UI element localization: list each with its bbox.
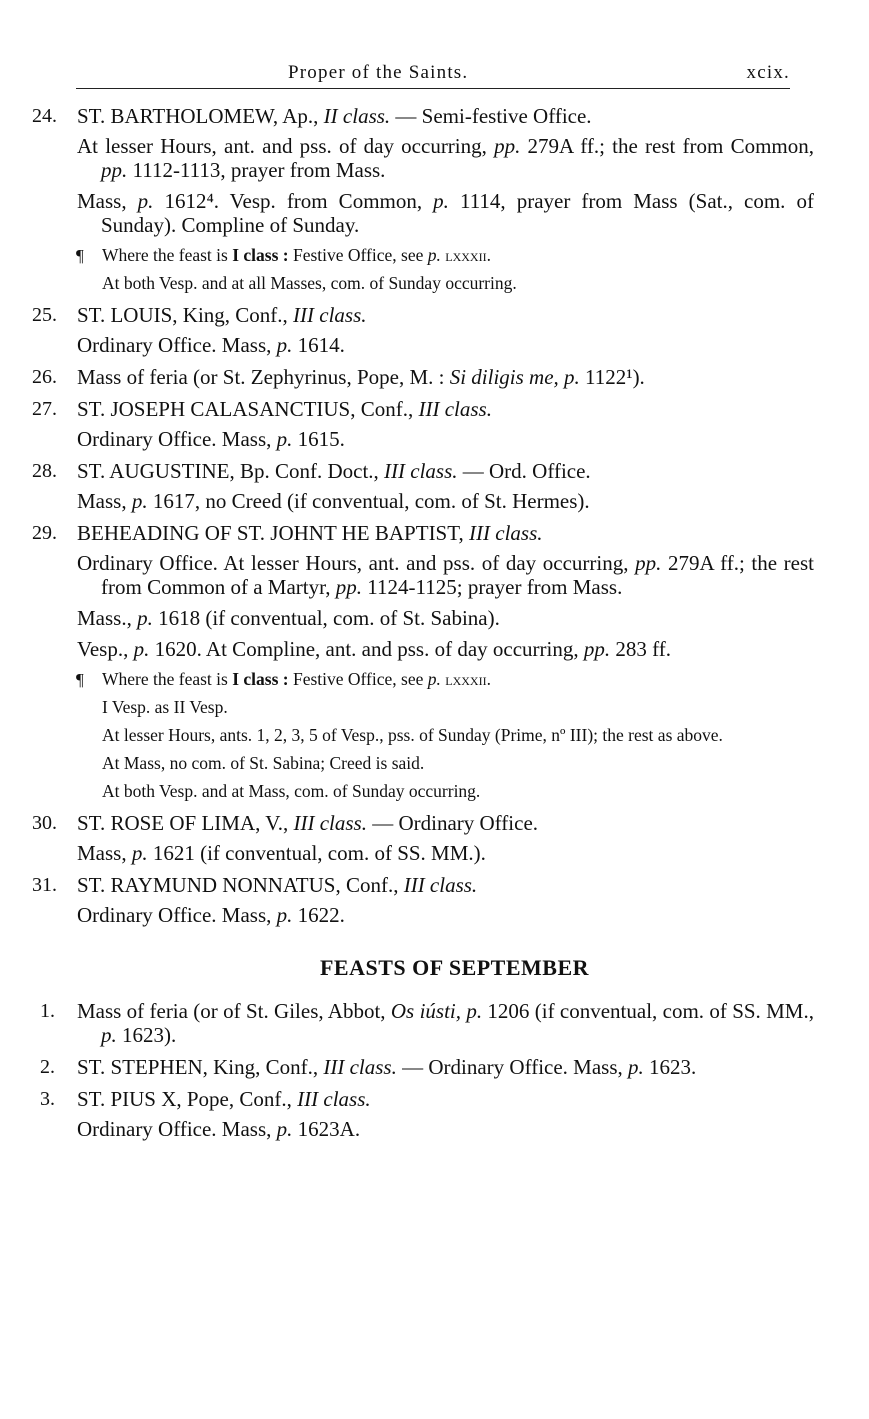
text-run: — Ordinary Office. [366,811,539,835]
text-run: Si diligis me, p. [449,365,580,389]
feast-day-number: 26. [32,366,57,388]
text-run: p. [276,903,293,927]
feast-note [102,780,810,803]
feast-entry [0,365,869,389]
text-run: 279A ff.; the rest from Common of a Martyr, [101,551,814,599]
text-run: 1623A. [292,1117,361,1141]
feast-note [102,724,810,747]
feast-day-number: 3. [40,1088,55,1110]
text-run: III class. [418,397,492,421]
feast-rubric-line [77,637,814,661]
text-run: I class : [232,669,289,689]
feast-day-number: 28. [32,460,57,482]
text-run: Vesp., [77,637,134,661]
feast-heading [77,521,814,545]
text-run: 1112-1113, prayer from Mass. [127,158,386,182]
feast-heading [77,459,814,483]
pilcrow-icon: ¶ [76,246,84,265]
text-run: p. [427,669,441,689]
text-run: 1623). [116,1023,177,1047]
text-run: Mass of feria (or of St. Giles, Abbot, [77,999,391,1023]
feast-rubric-line [77,333,814,357]
feast-note [102,272,810,295]
text-run: p. [133,637,150,661]
text-run: pp. [494,134,521,158]
section-title: FEASTS OF SEPTEMBER [319,955,590,980]
text-run: p. [276,1117,293,1141]
text-run: II class. [323,104,391,128]
text-run: p. [433,189,449,213]
feast-rubric-line [77,903,814,927]
text-run: 1122¹). [579,365,645,389]
text-run: Where the feast is [102,669,233,689]
feast-heading [77,303,814,327]
text-run: Mass, [77,189,138,213]
text-run: III class. [323,1055,397,1079]
feast-note [76,668,810,691]
feast-entry [0,811,869,865]
text-run: ST. STEPHEN, King, Conf., [77,1055,324,1079]
text-run: Mass, [77,489,132,513]
text-run: pp. [335,575,363,599]
text-run: lxxxii. [440,669,491,689]
feast-entry [0,1055,869,1079]
feast-heading [77,999,814,1047]
text-run: ST. ROSE OF LIMA, V., [77,811,294,835]
text-run: ST. JOSEPH CALASANCTIUS, Conf., [77,397,419,421]
feast-heading [77,365,814,389]
text-run: 1618 (if conventual, com. of St. Sabina). [152,606,500,630]
text-run: III class. [293,811,367,835]
feast-heading [77,397,814,421]
feast-entry [0,303,869,357]
text-run: p. [137,189,154,213]
feast-day-number: 2. [40,1056,55,1078]
feast-entry [0,999,869,1047]
text-run: ST. PIUS X, Pope, Conf., [77,1087,298,1111]
text-run: p. [628,1055,644,1079]
feast-day-number: 1. [40,1000,55,1022]
page-body [0,104,869,1149]
text-run: Mass, [77,841,132,865]
text-run: At Mass, no com. of St. Sabina; Creed is said. [102,753,425,773]
text-run: 1124-1125; prayer from Mass. [362,575,623,599]
text-run: I class : [232,245,289,265]
feast-heading [77,811,814,835]
text-run: III class. [403,873,478,897]
text-run: p. [101,1023,117,1047]
feast-note [76,244,810,267]
feast-entry [0,1087,869,1141]
feast-rubric-line [77,551,814,599]
feast-day-number: 31. [32,874,57,896]
text-run: p. [131,841,148,865]
text-run: Where the feast is [102,245,233,265]
text-run: 1621 (if conventual, com. of SS. MM.). [147,841,486,865]
feast-day-number: 30. [32,812,57,834]
text-run: Mass of feria (or St. Zephyrinus, Pope, M. : [77,365,450,389]
text-run: p. [427,245,441,265]
feast-rubric-line [77,1117,814,1141]
feast-day-number: 25. [32,304,57,326]
text-run: p. [137,606,153,630]
text-run: 279A ff.; the rest from Common, [520,134,814,158]
text-run: 1617, no Creed (if conventual, com. of St. Hermes). [147,489,590,513]
text-run: — Semi-festive Office. [390,104,592,128]
text-run: III class. [469,521,543,545]
text-run: III class. [293,303,367,327]
text-run: 1612⁴. Vesp. from Common, [153,189,434,213]
text-run: p. [276,427,293,451]
text-run: pp. [635,551,662,575]
text-run: Festive Office, see [288,245,428,265]
feast-rubric-line [77,134,814,182]
text-run: At lesser Hours, ant. and pss. of day occurring, [77,134,495,158]
running-header [76,62,790,89]
text-run: 1623. [643,1055,697,1079]
text-run: 1620. At Compline, ant. and pss. of day occurring, [149,637,584,661]
text-run: — Ord. Office. [457,459,591,483]
text-run: Ordinary Office. Mass, [77,333,277,357]
text-run: 1206 (if conventual, com. of SS. MM., [482,999,814,1023]
text-run: 1615. [292,427,345,451]
feast-day-number: 24. [32,105,57,127]
text-run: — Ordinary Office. Mass, [396,1055,629,1079]
text-run: p. [131,489,148,513]
text-run: Festive Office, see [288,669,428,689]
text-run: At lesser Hours, ants. 1, 2, 3, 5 of Vesp., pss. of Sunday (Prime, nº III); the rest as above. [102,725,723,745]
text-run: pp. [583,637,611,661]
text-run: ST. RAYMUND NONNATUS, Conf., [77,873,404,897]
feast-day-number: 27. [32,398,57,420]
text-run: Ordinary Office. Mass, [77,427,277,451]
feast-heading [77,1055,814,1079]
feast-note [102,696,810,719]
text-run: ST. AUGUSTINE, Bp. Conf. Doct., [77,459,385,483]
feast-entry [0,521,869,803]
feast-rubric-line [77,427,814,451]
pilcrow-icon: ¶ [76,670,84,689]
feast-entry [0,104,869,295]
text-run: Ordinary Office. At lesser Hours, ant. and pss. of day occurring, [77,551,636,575]
text-run: At both Vesp. and at Mass, com. of Sunday occurring. [102,781,481,801]
september-feasts-list [0,999,869,1141]
feast-entry [0,397,869,451]
feast-rubric-line [77,189,814,237]
text-run: I Vesp. as II Vesp. [102,697,228,717]
text-run: 283 ff. [610,637,671,661]
feast-heading [77,104,814,128]
page-number: xcix. [746,62,790,83]
feast-heading [77,1087,814,1111]
feast-rubric-line [77,606,814,630]
text-run: Ordinary Office. Mass, [77,903,277,927]
text-run: ST. BARTHOLOMEW, Ap., [77,104,324,128]
text-run: lxxxii. [440,245,491,265]
text-run: pp. [101,158,128,182]
text-run: p. [276,333,293,357]
text-run: Ordinary Office. Mass, [77,1117,277,1141]
feast-rubric-line [77,841,814,865]
feast-day-number: 29. [32,522,57,544]
text-run: 1114, prayer from Mass (Sat., com. of Sunday). Compline of Sunday. [101,189,814,237]
text-run: III class. [297,1087,371,1111]
text-run: III class. [384,459,458,483]
text-run: BEHEADING OF ST. JOHNT HE BAPTIST, [77,521,470,545]
text-run: 1614. [292,333,345,357]
feast-heading [77,873,814,897]
august-feasts-list [0,104,869,927]
feast-entry [0,873,869,927]
text-run: 1622. [292,903,345,927]
page-title: Proper of the Saints. [288,62,469,83]
text-run: ST. LOUIS, King, Conf., [77,303,294,327]
text-run: Mass., [77,606,138,630]
text-run: At both Vesp. and at all Masses, com. of Sunday occurring. [102,273,517,293]
feast-entry [0,459,869,513]
text-run: Os iústi, p. [390,999,483,1023]
feast-note [102,752,810,775]
feast-rubric-line [77,489,814,513]
